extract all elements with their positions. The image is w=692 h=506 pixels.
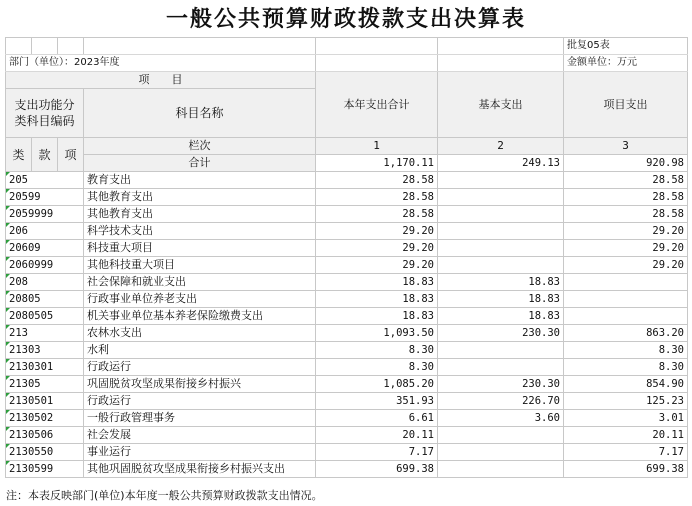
xiang-header: 项: [58, 138, 84, 172]
subject-name[interactable]: 其他教育支出: [84, 206, 316, 223]
subject-name[interactable]: 其他教育支出: [84, 189, 316, 206]
amount-project[interactable]: 3.01: [564, 410, 688, 427]
total-basic[interactable]: 249.13: [438, 155, 564, 172]
subject-name[interactable]: 水利: [84, 342, 316, 359]
table-row: [6, 325, 688, 342]
amount-basic[interactable]: 3.60: [438, 410, 564, 427]
subject-code[interactable]: 20609: [6, 240, 84, 257]
subject-name[interactable]: 其他科技重大项目: [84, 257, 316, 274]
amount-project[interactable]: [564, 308, 688, 325]
cell[interactable]: [6, 38, 32, 55]
amount-total[interactable]: 8.30: [316, 342, 438, 359]
subject-code[interactable]: 20599: [6, 189, 84, 206]
amount-total[interactable]: 6.61: [316, 410, 438, 427]
amount-basic[interactable]: [438, 206, 564, 223]
amount-total[interactable]: 28.58: [316, 189, 438, 206]
amount-project[interactable]: 28.58: [564, 206, 688, 223]
lanci-header: 栏次: [84, 138, 316, 155]
col-number-3: 3: [564, 138, 688, 155]
amount-basic[interactable]: [438, 342, 564, 359]
subject-name[interactable]: 社会保障和就业支出: [84, 274, 316, 291]
subject-code[interactable]: 2080505: [6, 308, 84, 325]
amount-project[interactable]: 8.30: [564, 342, 688, 359]
subject-code[interactable]: 2130550: [6, 444, 84, 461]
cell[interactable]: [438, 38, 564, 55]
amount-total[interactable]: 18.83: [316, 274, 438, 291]
amount-total[interactable]: 20.11: [316, 427, 438, 444]
subject-code[interactable]: 2060999: [6, 257, 84, 274]
col-number-1: 1: [316, 138, 438, 155]
amount-basic[interactable]: 18.83: [438, 274, 564, 291]
subject-name[interactable]: 巩固脱贫攻坚成果衔接乡村振兴: [84, 376, 316, 393]
table-row: [6, 206, 688, 223]
table-row: [6, 240, 688, 257]
subject-code[interactable]: 2130502: [6, 410, 84, 427]
subject-code[interactable]: 21303: [6, 342, 84, 359]
table-row: [6, 257, 688, 274]
subject-code[interactable]: 2130501: [6, 393, 84, 410]
amount-basic[interactable]: [438, 427, 564, 444]
amount-basic[interactable]: [438, 172, 564, 189]
table-row: [6, 172, 688, 189]
amount-project[interactable]: [564, 274, 688, 291]
subject-code[interactable]: 2130301: [6, 359, 84, 376]
amount-basic[interactable]: 18.83: [438, 291, 564, 308]
amount-total[interactable]: 18.83: [316, 291, 438, 308]
table-row: [6, 410, 688, 427]
cell[interactable]: [316, 38, 438, 55]
blank-row: [6, 38, 688, 55]
expenditure-table: [5, 37, 688, 478]
subject-code[interactable]: 206: [6, 223, 84, 240]
subject-code[interactable]: 2059999: [6, 206, 84, 223]
amount-project[interactable]: 29.20: [564, 223, 688, 240]
subject-name-header: 科目名称: [84, 89, 316, 138]
amount-basic[interactable]: [438, 189, 564, 206]
subject-name[interactable]: 机关事业单位基本养老保险缴费支出: [84, 308, 316, 325]
amount-project[interactable]: 863.20: [564, 325, 688, 342]
cell[interactable]: [58, 38, 84, 55]
subject-name[interactable]: 科学技术支出: [84, 223, 316, 240]
department-cell: [6, 55, 316, 72]
subject-code[interactable]: 20805: [6, 291, 84, 308]
table-row: [6, 359, 688, 376]
subject-name[interactable]: 其他巩固脱贫攻坚成果衔接乡村振兴支出: [84, 461, 316, 478]
meta-row: [6, 55, 688, 72]
table-row: [6, 376, 688, 393]
subject-code[interactable]: 2130599: [6, 461, 84, 478]
cell[interactable]: [438, 55, 564, 72]
subject-name[interactable]: 农林水支出: [84, 325, 316, 342]
col-project-header: 项目支出: [564, 72, 688, 138]
cell[interactable]: [32, 38, 58, 55]
department-label: 部门（单位）：: [9, 57, 74, 68]
table-row: [6, 308, 688, 325]
amount-total[interactable]: 7.17: [316, 444, 438, 461]
cell[interactable]: [316, 55, 438, 72]
amount-total[interactable]: 699.38: [316, 461, 438, 478]
amount-total[interactable]: 18.83: [316, 308, 438, 325]
amount-project[interactable]: 20.11: [564, 427, 688, 444]
table-row: [6, 274, 688, 291]
code-group-header: 支出功能分类科目编码: [6, 89, 84, 138]
unit-label: 金额单位：万元: [564, 55, 688, 72]
subject-code[interactable]: 208: [6, 274, 84, 291]
amount-basic[interactable]: [438, 461, 564, 478]
kuan-header: 款: [32, 138, 58, 172]
amount-basic[interactable]: [438, 359, 564, 376]
amount-project[interactable]: 854.90: [564, 376, 688, 393]
col-total-header: 本年支出合计: [316, 72, 438, 138]
amount-project[interactable]: 699.38: [564, 461, 688, 478]
lei-header: 类: [6, 138, 32, 172]
table-row: [6, 461, 688, 478]
table-row: [6, 223, 688, 240]
amount-project[interactable]: [564, 291, 688, 308]
header-row-1: [6, 72, 688, 89]
amount-total[interactable]: 29.20: [316, 223, 438, 240]
col-number-2: 2: [438, 138, 564, 155]
table-row: [6, 342, 688, 359]
amount-basic[interactable]: [438, 257, 564, 274]
total-amount[interactable]: 1,170.11: [316, 155, 438, 172]
subject-code[interactable]: 2130506: [6, 427, 84, 444]
table-row: [6, 189, 688, 206]
form-code: 批复05表: [564, 38, 688, 55]
subject-code[interactable]: 21305: [6, 376, 84, 393]
amount-total[interactable]: 351.93: [316, 393, 438, 410]
amount-total[interactable]: 8.30: [316, 359, 438, 376]
table-row: [6, 444, 688, 461]
subject-name[interactable]: 社会发展: [84, 427, 316, 444]
amount-basic[interactable]: [438, 240, 564, 257]
footnote: 注：本表反映部门(单位)本年度一般公共预算财政拨款支出情况。: [6, 489, 323, 502]
amount-basic[interactable]: 230.30: [438, 325, 564, 342]
year-label: 2023年度: [74, 57, 120, 68]
item-group-header: 项 目: [6, 72, 316, 89]
amount-total[interactable]: 29.20: [316, 240, 438, 257]
amount-total[interactable]: 1,093.50: [316, 325, 438, 342]
amount-project[interactable]: 7.17: [564, 444, 688, 461]
subject-code[interactable]: 205: [6, 172, 84, 189]
amount-project[interactable]: 28.58: [564, 189, 688, 206]
amount-project[interactable]: 29.20: [564, 257, 688, 274]
total-row: [6, 155, 688, 172]
cell[interactable]: [84, 38, 316, 55]
subject-name[interactable]: 行政运行: [84, 359, 316, 376]
amount-total[interactable]: 28.58: [316, 206, 438, 223]
subject-name[interactable]: 事业运行: [84, 444, 316, 461]
amount-total[interactable]: 1,085.20: [316, 376, 438, 393]
amount-basic[interactable]: [438, 444, 564, 461]
amount-basic[interactable]: 230.30: [438, 376, 564, 393]
amount-project[interactable]: 28.58: [564, 172, 688, 189]
amount-total[interactable]: 28.58: [316, 172, 438, 189]
total-project[interactable]: 920.98: [564, 155, 688, 172]
amount-project[interactable]: 29.20: [564, 240, 688, 257]
page-title: 一般公共预算财政拨款支出决算表: [165, 7, 526, 32]
subject-name[interactable]: 行政运行: [84, 393, 316, 410]
subject-name[interactable]: 科技重大项目: [84, 240, 316, 257]
amount-total[interactable]: 29.20: [316, 257, 438, 274]
amount-project[interactable]: 8.30: [564, 359, 688, 376]
subject-name[interactable]: 一般行政管理事务: [84, 410, 316, 427]
table-row: [6, 393, 688, 410]
table-row: [6, 291, 688, 308]
amount-basic[interactable]: [438, 223, 564, 240]
amount-project[interactable]: 125.23: [564, 393, 688, 410]
amount-basic[interactable]: 226.70: [438, 393, 564, 410]
table-row: [6, 427, 688, 444]
amount-basic[interactable]: 18.83: [438, 308, 564, 325]
header-row-3: [6, 138, 688, 155]
total-label: 合计: [84, 155, 316, 172]
subject-name[interactable]: 行政事业单位养老支出: [84, 291, 316, 308]
subject-code[interactable]: 213: [6, 325, 84, 342]
col-basic-header: 基本支出: [438, 72, 564, 138]
subject-name[interactable]: 教育支出: [84, 172, 316, 189]
